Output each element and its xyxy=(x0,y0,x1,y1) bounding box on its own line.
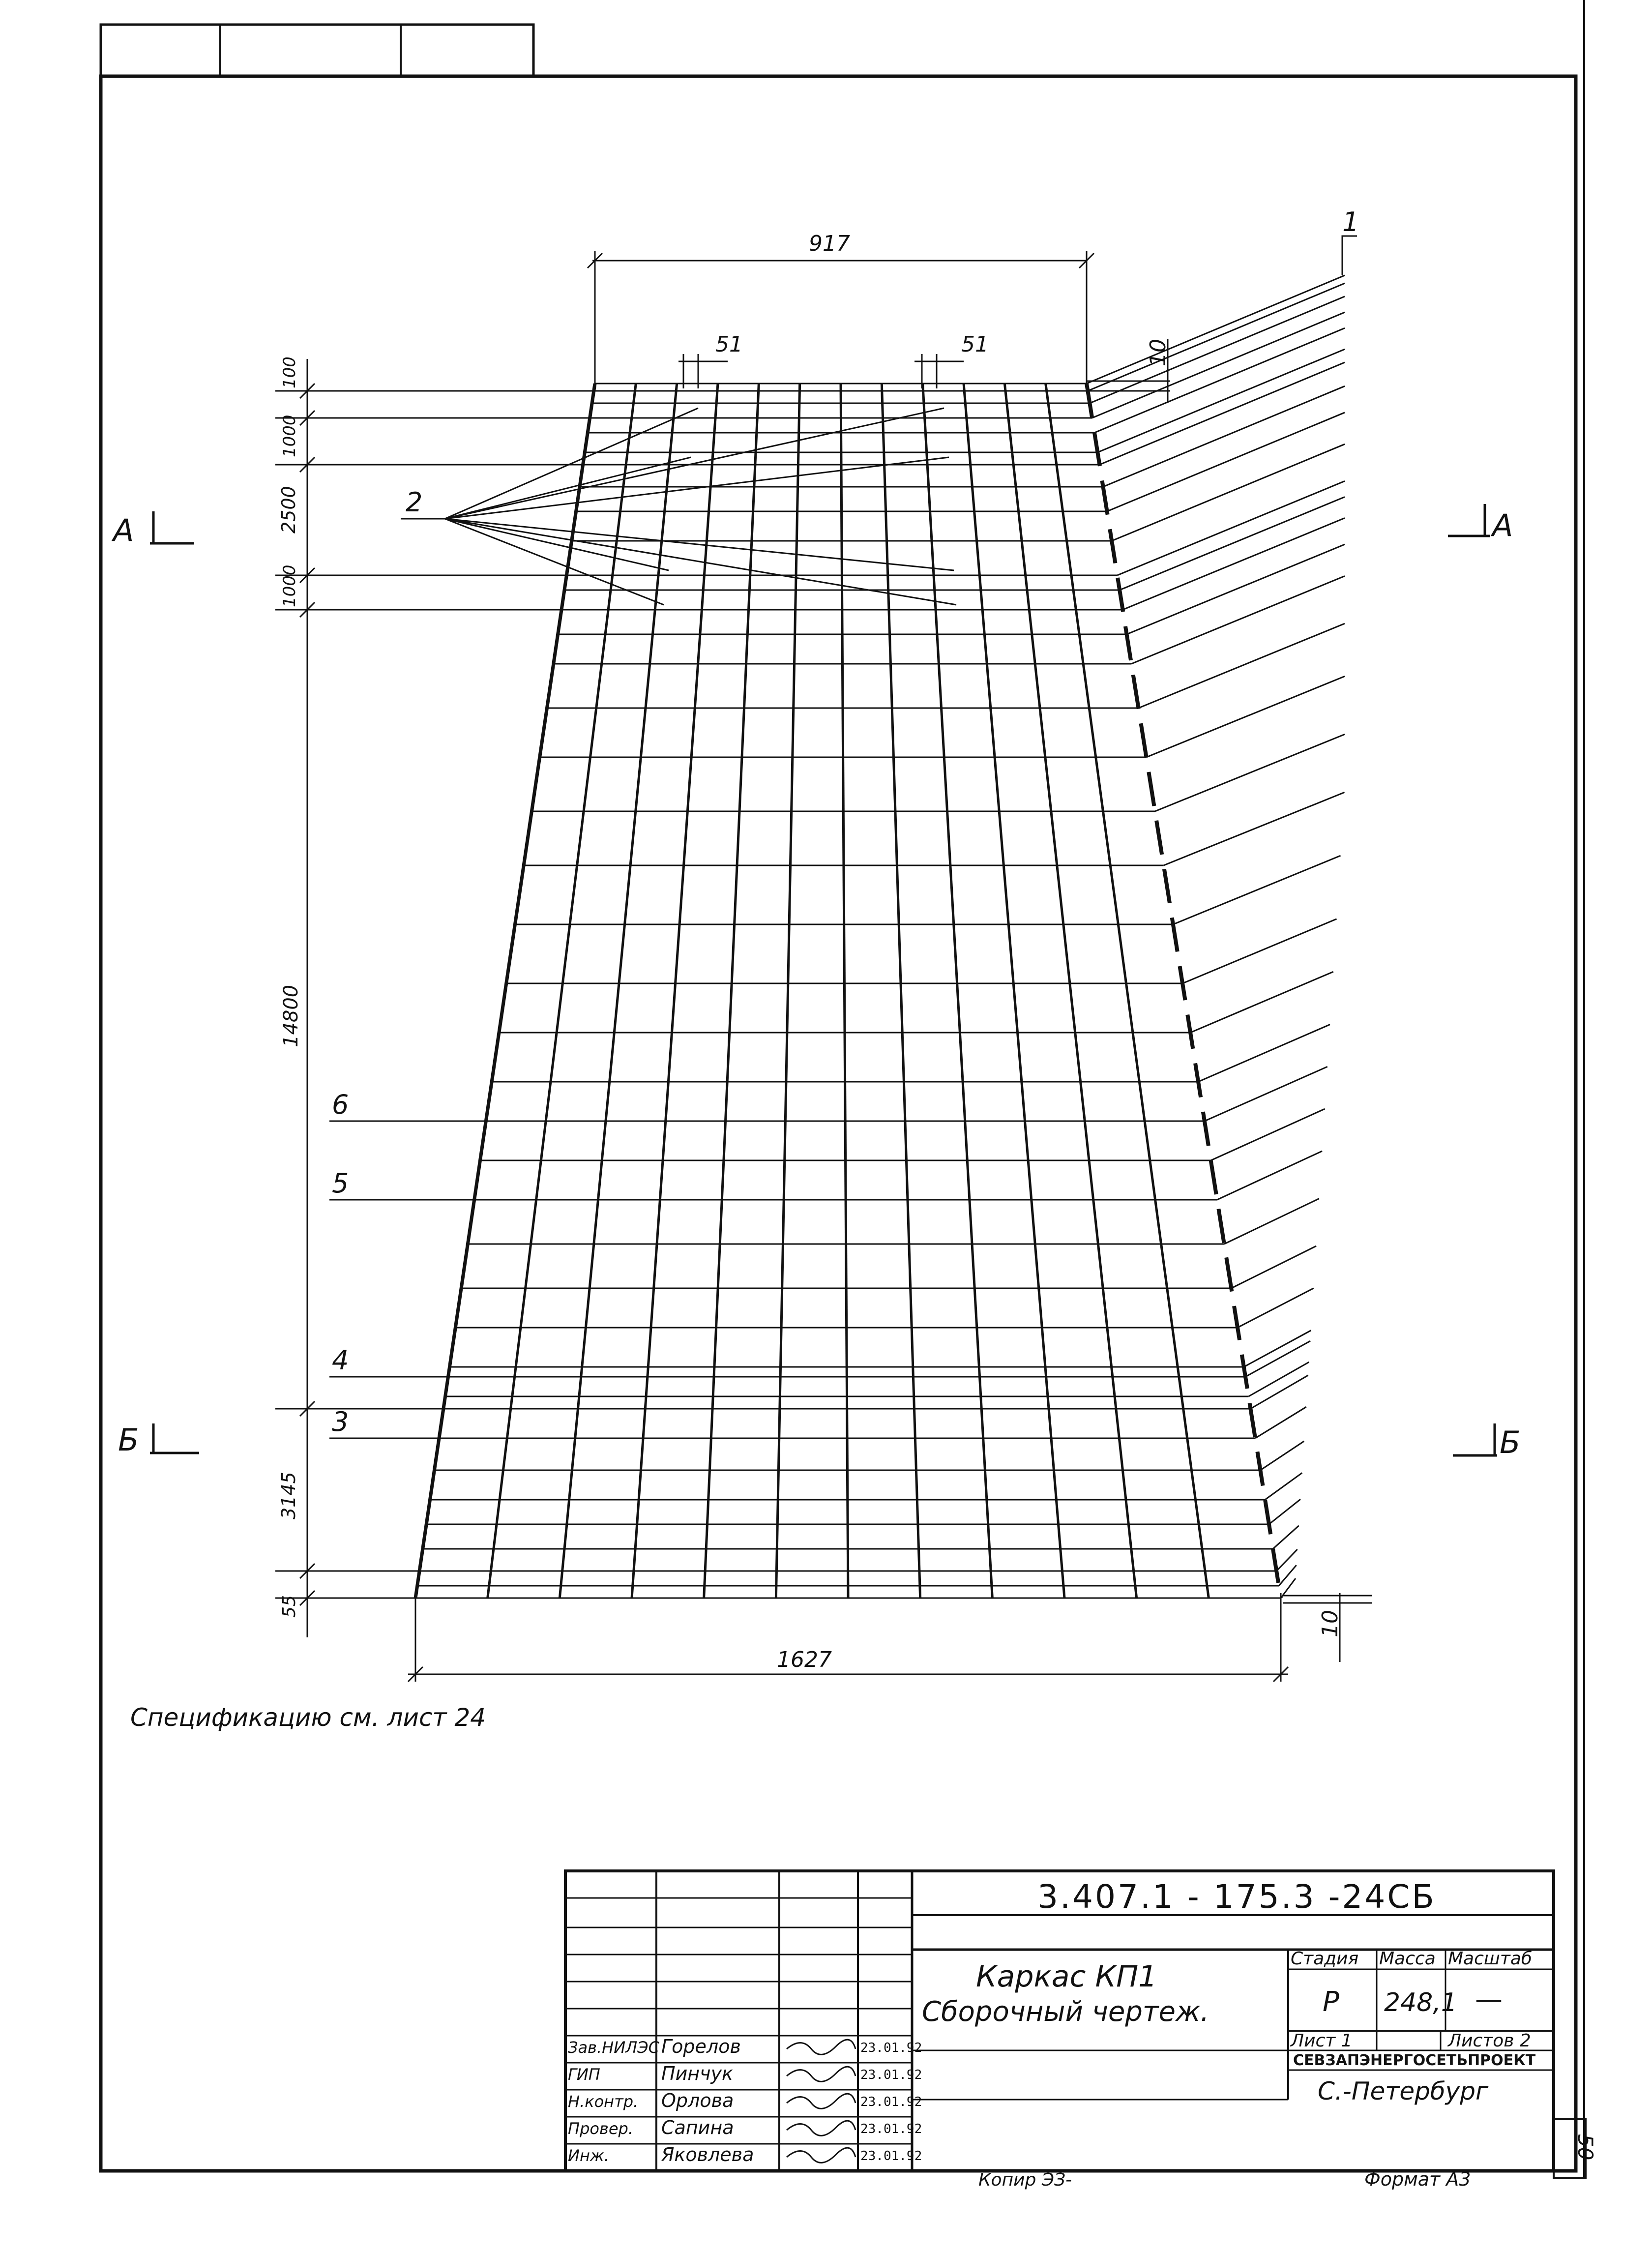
format-note: Формат А3 xyxy=(1364,2168,1471,2190)
signature-role: ГИП xyxy=(568,2065,600,2084)
section-a-left: А xyxy=(113,512,134,548)
dim-h-100: 100 xyxy=(280,356,299,388)
sheet-number: Лист 1 xyxy=(1291,2031,1353,2051)
projection-line xyxy=(1190,972,1333,1033)
projection-line xyxy=(1120,497,1345,590)
projection-line xyxy=(1112,444,1345,541)
signature-name: Яковлева xyxy=(661,2144,754,2165)
projection-line xyxy=(1245,1341,1310,1377)
section-b-left: Б xyxy=(118,1422,139,1458)
projection-line xyxy=(1090,296,1345,403)
header-stage: Стадия xyxy=(1291,1949,1359,1969)
sheet-frame xyxy=(101,0,1586,2178)
signature-name: Горелов xyxy=(661,2036,741,2057)
projection-line xyxy=(1250,1375,1308,1409)
projection-line xyxy=(1123,518,1345,610)
dim-bottom-width: 1627 xyxy=(777,1647,832,1672)
dim-offset-bottom: 10 xyxy=(1318,1610,1343,1637)
dim-h-14800: 14800 xyxy=(280,984,302,1047)
projection-line xyxy=(1155,734,1345,811)
dim-h-2500: 2500 xyxy=(278,486,299,533)
sheets-count: Листов 2 xyxy=(1448,2031,1531,2051)
section-b-right: Б xyxy=(1500,1424,1521,1460)
specification-note: Спецификацию см. лист 24 xyxy=(130,1703,486,1732)
handwritten-signature xyxy=(787,2040,856,2054)
projection-line xyxy=(1244,1331,1311,1367)
position-4: 4 xyxy=(332,1345,349,1376)
dim-h-3145: 3145 xyxy=(278,1472,299,1519)
projection-line xyxy=(1231,1246,1316,1288)
header-mass: Масса xyxy=(1379,1949,1436,1969)
organization: СЕВЗАПЭНЕРГОСЕТЬПРОЕКТ xyxy=(1293,2052,1536,2069)
signature-name: Орлова xyxy=(661,2090,734,2111)
city: С.-Петербург xyxy=(1318,2077,1489,2105)
copy-note: Копир ЭЗ- xyxy=(978,2170,1072,2190)
signature-date: 23.01.92 xyxy=(860,2068,922,2082)
cage-left-edge xyxy=(415,384,595,1598)
cage-mesh xyxy=(415,384,1281,1598)
position-1: 1 xyxy=(1342,207,1359,237)
longitudinal-bar xyxy=(964,384,1064,1598)
signature-role: Зав.НИЛЭС xyxy=(568,2038,659,2057)
signature-name: Пинчук xyxy=(661,2063,734,2084)
drawing-name-line2: Сборочный чертеж. xyxy=(922,1996,1210,2028)
longitudinal-bar xyxy=(488,384,636,1598)
projection-line xyxy=(1164,792,1345,865)
position-6: 6 xyxy=(332,1089,349,1120)
section-a-right: А xyxy=(1492,507,1513,543)
section-markers xyxy=(150,504,1497,1455)
projection-line xyxy=(1260,1441,1304,1470)
signature-date: 23.01.92 xyxy=(860,2041,922,2055)
handwritten-signature xyxy=(787,2148,856,2163)
projection-line xyxy=(1088,283,1345,391)
dim-top-width: 917 xyxy=(809,231,850,256)
handwritten-signature xyxy=(787,2121,856,2135)
signature-date: 23.01.92 xyxy=(860,2122,922,2136)
signature-role: Инж. xyxy=(568,2146,609,2165)
projection-line xyxy=(1238,1288,1314,1328)
designation: 3.407.1 - 175.3 -24СБ xyxy=(1037,1878,1436,1916)
handwritten-signature xyxy=(787,2067,856,2081)
dim-spacing-left: 51 xyxy=(715,332,743,357)
footer xyxy=(978,2134,1597,2190)
projection-line xyxy=(1269,1499,1300,1524)
signature-name: Сапина xyxy=(661,2117,734,2138)
handwritten-signature xyxy=(787,2094,856,2108)
position-3: 3 xyxy=(332,1406,349,1437)
dim-spacing-right: 51 xyxy=(961,332,989,357)
position-5: 5 xyxy=(332,1168,349,1199)
header-scale: Масштаб xyxy=(1448,1949,1533,1969)
projection-line xyxy=(1265,1473,1302,1500)
projection-line xyxy=(1205,1067,1328,1121)
projection-line xyxy=(1255,1407,1306,1438)
dim-h-1000-b: 1000 xyxy=(280,564,299,607)
position-2: 2 xyxy=(406,487,423,518)
projection-line xyxy=(1211,1109,1325,1160)
projection-line xyxy=(1279,1565,1297,1586)
projection-line xyxy=(1103,386,1345,487)
projection-line xyxy=(1224,1199,1319,1244)
projection-line xyxy=(1198,1024,1330,1082)
value-mass: 248,1 xyxy=(1384,1988,1457,2017)
projection-line xyxy=(1217,1151,1322,1200)
projection-line xyxy=(1087,275,1345,384)
longitudinal-bar xyxy=(841,384,848,1598)
projection-line xyxy=(1173,856,1341,924)
longitudinal-bar xyxy=(560,384,677,1598)
longitudinal-bar xyxy=(923,384,993,1598)
projection-lines xyxy=(1087,275,1345,1598)
signature-role: Н.контр. xyxy=(568,2092,639,2111)
dim-h-55: 55 xyxy=(279,1595,299,1618)
projection-line xyxy=(1139,623,1345,708)
title-block-text xyxy=(568,1878,1536,2165)
projection-line xyxy=(1147,676,1345,757)
longitudinal-bar xyxy=(704,384,759,1598)
signature-date: 23.01.92 xyxy=(860,2095,922,2109)
signature-rows xyxy=(568,2036,922,2165)
longitudinal-bar xyxy=(776,384,799,1598)
longitudinal-bar xyxy=(632,384,718,1598)
drawing-name-line1: Каркас КП1 xyxy=(976,1959,1157,1994)
signature-role: Провер. xyxy=(568,2119,633,2138)
projection-line xyxy=(1273,1526,1299,1549)
signature-date: 23.01.92 xyxy=(860,2149,922,2163)
dim-offset-top: 10 xyxy=(1146,339,1171,366)
value-scale: — xyxy=(1475,1984,1503,2015)
dim-h-1000-a: 1000 xyxy=(280,415,299,457)
projection-line xyxy=(1099,362,1345,465)
value-stage: Р xyxy=(1323,1986,1339,2018)
projection-line xyxy=(1117,481,1345,575)
page-number: 50 xyxy=(1573,2134,1597,2161)
projection-line xyxy=(1182,919,1336,983)
